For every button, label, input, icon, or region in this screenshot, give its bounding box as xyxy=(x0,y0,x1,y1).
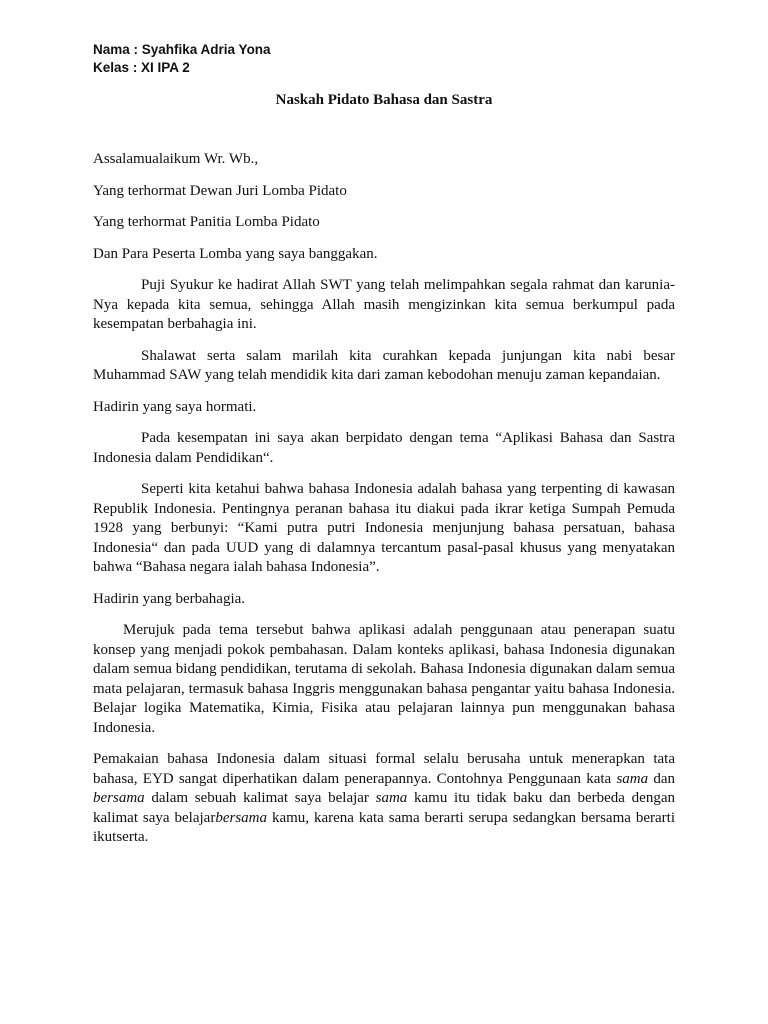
pemakaian-italic-sama-2: sama xyxy=(375,790,408,806)
pemakaian-text-4: kamu itu tidak baku dan berbeda dengan kalimat saya belajar xyxy=(93,790,675,826)
paragraph-hadirin-bahagia: Hadirin yang berbahagia. xyxy=(93,590,246,607)
paragraph-shalawat: Shalawat serta salam marilah kita curahkan kepada junjungan kita nabi besar Muhammad SAW yang telah mendidik kita dari zaman kebodohan menuju zaman kepandaian. xyxy=(93,347,675,383)
pemakaian-text-2: dan xyxy=(648,770,675,787)
pemakaian-italic-bersama-1: bersama xyxy=(93,790,145,806)
greeting-panitia: Yang terhormat Panitia Lomba Pidato xyxy=(93,214,320,230)
pemakaian-text-3: dalam sebuah kalimat saya belajar xyxy=(144,790,376,806)
paragraph-merujuk: Merujuk pada tema tersebut bahwa aplikasi adalah penggunaan atau penerapan suatu konsep yang menjadi pokok pembahasan. Dalam konteks aplikasi, bahasa Indonesia digunakan dalam semua bidang pendidikan, terutama di sekolah. Bahasa Indonesia digunakan dalam semua mata pelajaran, termasuk bahasa Inggris menggunakan bahasa pengantar yaitu bahasa Indonesia. Belajar logika Matematika, Kimia, Fisika atau pelajaran lainnya pun menggunakan bahasa Indonesia. xyxy=(93,622,675,736)
paragraph-pemakaian xyxy=(93,750,675,848)
greeting-peserta: Dan Para Peserta Lomba yang saya banggakan. xyxy=(93,245,378,262)
pemakaian-text-5: kamu, karena kata sama berarti serupa sedangkan bersama berarti ikutserta. xyxy=(93,809,675,845)
paragraph-tema: Pada kesempatan ini saya akan berpidato dengan tema “Aplikasi Bahasa dan Sastra Indonesia dalam Pendidikan“. xyxy=(93,430,675,466)
speech-body xyxy=(93,150,675,860)
paragraph-syukur: Puji Syukur ke hadirat Allah SWT yang telah melimpahkan segala rahmat dan karunia-Nya kepada kita semua, sehingga Allah masih mengizinkan kita semua berkumpul pada kesempatan berbahagia ini. xyxy=(93,277,675,332)
author-class: Kelas : XI IPA 2 xyxy=(93,60,190,75)
paragraph-kawasan: Seperti kita ketahui bahwa bahasa Indonesia adalah bahasa yang terpenting di kawasan Republik Indonesia. Pentingnya peranan bahasa itu diakui pada ikrar ketiga Sumpah Pemuda 1928 yang berbunyi: “Kami putra putri Indonesia menjunjung bahasa persatuan, bahasa Indonesia“ dan pada UUD yang di dalamnya tercantum pasal-pasal khusus yang menyatakan bahwa “Bahasa negara ialah bahasa Indonesia”. xyxy=(93,481,675,575)
paragraph-hadirin-hormati: Hadirin yang saya hormati. xyxy=(93,398,257,415)
pemakaian-italic-bersama-2: bersama xyxy=(215,809,267,826)
greeting-juri: Yang terhormat Dewan Juri Lomba Pidato xyxy=(93,182,347,199)
author-name: Nama : Syahfika Adria Yona xyxy=(93,42,271,57)
author-header xyxy=(93,41,271,77)
pemakaian-text-1: Pemakaian bahasa Indonesia dalam situasi formal selalu berusaha untuk menerapkan tata bahasa, EYD sangat diperhatikan dalam penerapannya. Contohnya Penggunaan kata xyxy=(93,751,675,787)
greeting-salam: Assalamualaikum Wr. Wb., xyxy=(93,151,259,167)
pemakaian-italic-sama-1: sama xyxy=(616,770,649,787)
document-title: Naskah Pidato Bahasa dan Sastra xyxy=(275,92,493,108)
